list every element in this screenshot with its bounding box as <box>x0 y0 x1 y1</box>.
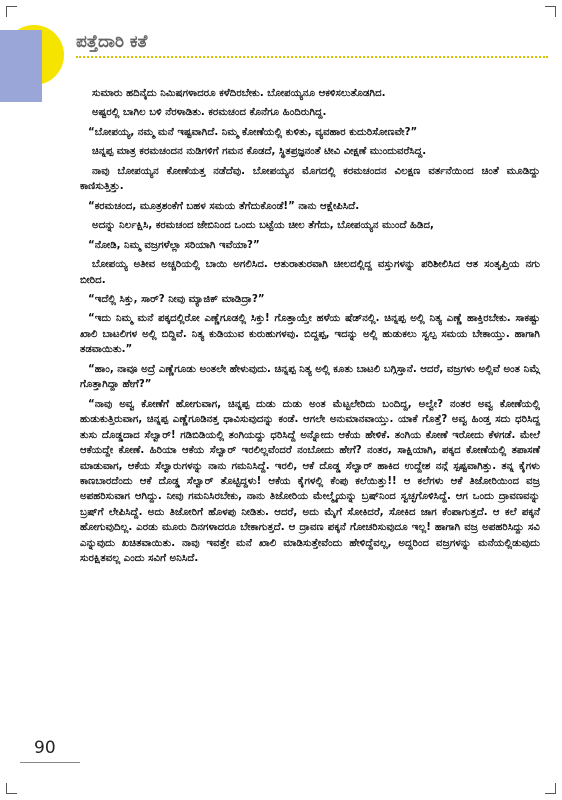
footer-rule <box>20 762 80 763</box>
paragraph: ನಾವು ಬೋಪಯ್ಯನ ಕೋಣೆಯತ್ತ ನಡೆದೆವು. ಬೋಪಯ್ಯನ ಮೊಗದಲ್ಲಿ ಕರಮಚಂದನ ವಿಲಕ್ಷಣ ವರ್ತನೆಯಿಂದ ಚಿಂತೆ ಮೂಡಿದ್ದು ಕಾಣಿಸುತ್ತಿತ್ತು. <box>80 165 540 193</box>
crop-mark-bottom-left <box>6 783 17 794</box>
page-header-title: ಪತ್ತೆದಾರಿ ಕತೆ <box>76 32 148 52</box>
paragraph: ಅದನ್ನು ನಿರ್ಲಕ್ಷಿಸಿ, ಕರಮಚಂದ ಜೇಬಿನಿಂದ ಒಂದು ಬಟ್ಟೆಯ ಚೀಲ ತೆಗೆದು, ಬೋಪಯ್ಯನ ಮುಂದೆ ಹಿಡಿದ, <box>92 220 434 232</box>
paragraph: “ನೋಡಿ, ನಿಮ್ಮ ವಜ್ರಗಳೆಲ್ಲಾ ಸರಿಯಾಗಿ ಇವೆಯಾ?” <box>88 239 260 251</box>
paragraph: ಸುಮಾರು ಹದಿನೈದು ನಿಮಿಷಗಳಾದರೂ ಕಳೆದಿರಬೇಕು. ಬೋಪಯ್ಯನೂ ಆಕಳಿಸಲುತೊಡಗಿದ. <box>92 88 386 99</box>
blue-block-shape <box>0 30 42 102</box>
paragraph: ಚಿನ್ನಪ್ಪ ಮಾತ್ರ ಕರಮಚಂದನ ನುಡಿಗಳಿಗೆ ಗಮನ ಕೊಡದೆ, ಸ್ಥಿತಪ್ರಜ್ಞನಂತೆ ಟೀವಿ ವೀಕ್ಷಣೆ ಮುಂದುವರೆಸಿದ್ದ. <box>92 146 427 158</box>
paragraph: ಅಷ್ಟರಲ್ಲಿ ಬಾಗಿಲ ಬಳಿ ನೆರಳಾಡಿತು. ಕರಮಚಂದ ಕೊನೆಗೂ ಹಿಂದಿರುಗಿದ್ದ. <box>92 107 327 119</box>
paragraph: “ಬೋಪಯ್ಯ, ನಮ್ಮ ಮನೆ ಇಷ್ಟವಾಗಿದೆ. ನಿಮ್ಮ ಕೋಣೆಯಲ್ಲಿ ಕುಳಿತು, ವ್ಯವಹಾರ ಕುದುರಿಸೋಣವೇ?” <box>88 126 418 138</box>
paragraph: “ನಾವು ಅವ್ವ ಕೋಣೆಗೆ ಹೋಗುವಾಗ, ಚಿನ್ನಪ್ಪ ದುಡು ದುಡು ಅಂತ ಮೆಟ್ಟಲೇರಿದು ಬಂದಿದ್ದ, ಅಲ್ವೇ? ನಂತರ ಅವ್ವ ಕೋಣೆಯಲ್ಲಿ ಹುಡುಕುತ್ತಿರುವಾಗ, ಚಿನ್ನಪ್ಪ ಎಣ್ಣೆಗೂಡಿನತ್ತ ಧಾವಿಸುವುದನ್ನು ಕಂಡೆ. ಆಗಲೇ ಅನುಮಾನವಾಯ್ತು. ಯಾಕೆ ಗೊತ್ತೆ? ಅವ್ವ ಹಿಂಡ್ತ ಸದು ಧರಿಸಿದ್ದ ತುಸು ದೊಡ್ಡದಾದ ಸೆಲ್ವಾರ್! ಗಡಿಬಿಡಿಯಲ್ಲಿ ತಂಗಿಯದ್ದು ಧರಿಸಿದ್ದೆ ಅನ್ನೋದು ಆಕೆಯ ಹೇಳಿಕೆ. ತಂಗಿಯ ಕೋಣೆ ಇರೋದು ಕೆಳಗಡೆ. ಮೇಲೆ ಆಕೆಯದ್ದೇ ಕೋಣೆ. ಹಿರಿಯಾ ಆಕೆಯ ಸೆಲ್ವಾರ್ ಇರಲಿಲ್ಲವೆಂದರೆ ನಂಬೋದು ಹೇಗೆ? ನಂತರ, ಸಾಕ್ಷಿಯಾಗಿ, ಪಕ್ಕದ ಕೋಣೆಯಲ್ಲಿ ತಪಾಸಣೆ ಮಾಡುವಾಗ, ಆಕೆಯ ಸೆಲ್ವಾರುಗಳನ್ನು ನಾನು ಗಮನಿಸಿದ್ದೆ. ಇರಲಿ, ಆಕೆ ದೊಡ್ಡ ಸೆಲ್ವಾರ್ ಹಾಕಿದ ಉದ್ದೇಶ ನನ್ಗೆ ಸ್ಪಷ್ಟವಾಗಿತ್ತು. ತನ್ನ ಕೈಗಳು ಕಾಣಬಾರದೆಂದು ಆಕೆ ದೊಡ್ಡ ಸೆಲ್ವಾರ್ ತೊಟ್ಟಿದ್ದಳು! ಆಕೆಯ ಕೈಗಳಲ್ಲಿ ಕೆಂಪು ಕಲೆಯಿತ್ತು!! ಆ ಕಲೆಗಳು ಆಕೆ ತಿಜೋರಿಯಿಂದ ವಜ್ರ ಅಪಹರಿಸುವಾಗ ಆಗಿದ್ದು. ನೀವು ಗಮನಿಸಿರಬೇಕು, ನಾನು ತಿಜೋರಿಯ ಮೇಲ್ಮೈಯನ್ನು ಬ್ರಷ್‌ನಿಂದ ಸ್ವಚ್ಛಗೊಳಿಸಿದ್ದೆ. ಆಗ ಒಂದು ದ್ರಾವಣವನ್ನು ಬ್ರಷ್‌ಗೆ ಲೇಪಿಸಿದ್ದೆ. ಅದು ತಿಜೋರಿಗೆ ಹೊಳಪು ನೀಡಿತು. ಆದರೆ, ಅದು ಮೈಗೆ ಸೋಕಿದರೆ, ಸೋಕಿದ ಜಾಗ ಕೆಂಪಾಗುತ್ತದೆ. ಆ ಕಲೆ ಪಕ್ಕನೆ ಹೋಗುವುದಿಲ್ಲ. ಎರಡು ಮೂರು ದಿನಗಳಾದರೂ ಬೇಕಾಗುತ್ತದೆ. ಆ ದ್ರಾವಣ ಪಕ್ಕನೆ ಗೋಚರಿಸುವುದೂ ಇಲ್ಲ! ಹಾಗಾಗಿ ವಜ್ರ ಅಪಹರಿಸಿದ್ದು ಸವಿ ಎನ್ನುವುದು ಖಚಿತವಾಯಿತು. ನಾವು ಇವತ್ತೇ ಮನೆ ಖಾಲಿ ಮಾಡಿಸುತ್ತೇವೆಂದು ಹೇಳಿದ್ದೆವಲ್ಲ, ಅದ್ದರಿಂದ ವಜ್ರಗಳನ್ನು ಮನೆಯಲ್ಲಿಡುವುದು ಸುರಕ್ಷಿತವಲ್ಲ ಎಂದು ಸವಿಗೆ ಅನಿಸಿದೆ. <box>80 398 540 565</box>
crop-mark-top-right <box>545 6 556 17</box>
paragraph: “ಇದು ನಿಮ್ಮ ಮನೆ ಪಕ್ಕದಲ್ಲಿರೋ ಎಣ್ಣೆಗೂಡಲ್ಲಿ ಸಿಕ್ತು! ಗೊತ್ತಾಯ್ತೇ ಹಳೆಯ ಷೆಡ್‌ನಲ್ಲಿ. ಚಿನ್ನಪ್ಪ ಅಲ್ಲಿ ನಿತ್ಯ ಎಣ್ಣೆ ಹಾಕ್ತಿರಬೇಕು. ಸಾಕಷ್ಟು ಖಾಲಿ ಬಾಟಲಿಗಳ ಅಲ್ಲಿ ಬಿದ್ದಿವೆ. ನಿತ್ಯ ಕುಡಿಯುವ ಕುರುಹುಗಳವು. ಬಿದ್ದಪ್ಪ, ಇದನ್ನು ಅಲ್ಲಿ ಹುಡುಕಲು ಸ್ವಲ್ಪ ಸಮಯ ಬೇಕಾಯ್ತು. ಹಾಗಾಗಿ ತಡವಾಯಿತು.” <box>80 313 540 356</box>
crop-mark-bottom-right <box>545 783 556 794</box>
header-dotted-rule <box>76 56 548 58</box>
paragraph: “ಹಾಂ, ನಾವೂ ಅದ್ರೆ ಎಣ್ಣೆಗೂಡು ಅಂತಲೇ ಹೇಳುವುದು. ಚಿನ್ನಪ್ಪ ನಿತ್ಯ ಅಲ್ಲಿ ಕೂತು ಬಾಟಲಿ ಬಗ್ಗಿಸ್ತಾನೆ. ಆದರೆ, ವಜ್ರಗಳು ಅಲ್ಲಿವೆ ಅಂತ ನಿಮ್ಗೆ ಗೊತ್ತಾಗಿದ್ದಾ ಹೇಗೆ?” <box>80 363 540 391</box>
page-number: 90 <box>34 738 56 758</box>
paragraph: “ಕರಮಚಂದ, ಮೂತ್ರಶಂಕೆಗೆ ಬಹಳ ಸಮಯ ತೆಗೆದುಕೊಂಡೆ!” ನಾನು ಆಕ್ಷೇಪಿಸಿದೆ. <box>88 200 360 212</box>
paragraph: “ಇದೆಲ್ಲಿ ಸಿಕ್ತು, ಸಾರ್? ನೀವು ಮ್ಯಾಜಿಕ್ ಮಾಡಿದ್ರಾ?” <box>88 293 265 305</box>
paragraph: ಬೋಪಯ್ಯ ಅತೀವ ಅಚ್ಚರಿಯಲ್ಲಿ ಬಾಯಿ ಅಗಲಿಸಿದ. ಆತುರಾತುರವಾಗಿ ಚೀಲದಲ್ಲಿದ್ದ ವಸ್ತುಗಳನ್ನು ಪರಿಶೀಲಿಸಿದ ಆತ ಸಂತೃಪ್ತಿಯ ನಗು ಬೀರಿದ. <box>80 259 540 286</box>
story-text <box>80 86 540 571</box>
